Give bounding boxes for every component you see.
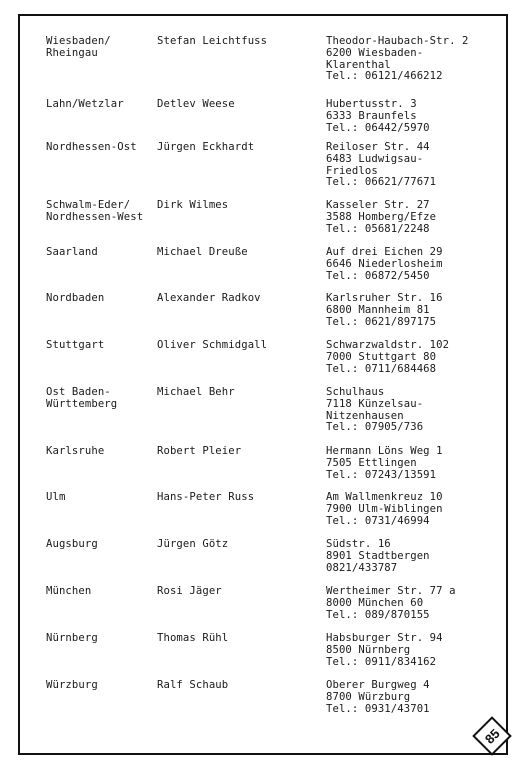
address-line: Auf drei Eichen 29 [326,246,443,258]
contact-name-text: Stefan Leichtfuss [157,35,268,47]
address-line: 6800 Mannheim 81 [326,303,430,316]
address-line: Tel.: 0931/43701 [326,702,430,715]
address-line: 8901 Stadtbergen [326,549,430,562]
region-cell [46,446,156,458]
address-line: Tel.: 06442/5970 [326,121,430,134]
region-cell [46,247,156,259]
address-line: Tel.: 06121/466212 [326,70,443,83]
address-line: 6483 Ludwigsau- [326,152,424,165]
address-line: 7900 Ulm-Wiblingen [326,502,443,515]
contact-name-text: Oliver Schmidgall [157,339,268,351]
address-cell [326,293,506,328]
address-line: Karlsruher Str. 16 [326,292,443,304]
address-line: Friedlos [326,164,378,177]
page-number: 85 [481,725,503,747]
address-cell [326,539,506,574]
address-line: Kasseler Str. 27 [326,199,430,211]
region-line: Württemberg [46,397,118,410]
region-line: Ost Baden- [46,386,111,398]
contact-name-text: Hans-Peter Russ [157,491,255,503]
contact-name-text: Jürgen Eckhardt [157,141,255,153]
region-line: Würzburg [46,679,98,691]
contact-name [157,446,325,458]
address-line: Am Wallmenkreuz 10 [326,491,443,503]
address-line: 7118 Künzelsau- [326,397,424,410]
contact-name [157,539,325,551]
region-line: Saarland [46,246,98,258]
region-line: Nordhessen-West [46,210,144,223]
address-line: Schwarzwaldstr. 102 [326,339,450,351]
page-number-badge [472,716,512,756]
contact-name [157,387,325,399]
address-cell [326,387,506,434]
address-line: Tel.: 089/870155 [326,608,430,621]
page-frame [18,14,508,755]
address-line: 6200 Wiesbaden- [326,46,424,59]
address-line: 8700 Würzburg [326,690,411,703]
contact-name-text: Dirk Wilmes [157,199,229,211]
region-cell [46,340,156,352]
address-cell [326,633,506,668]
contact-name [157,492,325,504]
region-line: Augsburg [46,538,98,550]
address-line: Tel.: 0911/834162 [326,655,437,668]
contact-name [157,340,325,352]
address-line: Hermann Löns Weg 1 [326,445,443,457]
contact-name-text: Thomas Rühl [157,632,229,644]
address-line: Wertheimer Str. 77 a [326,585,456,597]
address-line: Südstr. 16 [326,538,391,550]
address-line: 6333 Braunfels [326,109,417,122]
region-cell [46,293,156,305]
region-line: Nordbaden [46,292,105,304]
address-line: Tel.: 0731/46994 [326,514,430,527]
address-line: Theodor-Haubach-Str. 2 [326,35,469,47]
address-line: Schulhaus [326,386,385,398]
contact-name [157,586,325,598]
address-line: Tel.: 06621/77671 [326,176,437,189]
contact-name [157,633,325,645]
address-line: Tel.: 05681/2248 [326,222,430,235]
contact-name-text: Rosi Jäger [157,585,222,597]
region-cell [46,539,156,551]
address-line: Tel.: 06872/5450 [326,269,430,282]
contact-name-text: Alexander Radkov [157,292,261,304]
contact-name [157,142,325,154]
address-cell [326,36,506,83]
contact-name [157,200,325,212]
address-cell [326,680,506,715]
contact-name-text: Ralf Schaub [157,679,229,691]
address-cell [326,142,506,189]
address-cell [326,586,506,621]
address-line: Klarenthal [326,58,391,71]
address-line: Tel.: 07243/13591 [326,468,437,481]
region-cell [46,633,156,645]
address-cell [326,492,506,527]
region-line: München [46,585,92,597]
region-cell [46,387,156,411]
address-line: Nitzenhausen [326,409,404,422]
address-line: Tel.: 0621/897175 [326,315,437,328]
address-cell [326,99,506,134]
address-line: 3588 Homberg/Efze [326,210,437,223]
region-line: Nordhessen-Ost [46,141,137,153]
contact-name-text: Michael Behr [157,386,235,398]
address-line: Reiloser Str. 44 [326,141,430,153]
address-line: 8000 München 60 [326,596,424,609]
region-cell [46,586,156,598]
contact-name-text: Detlev Weese [157,98,235,110]
contact-name-text: Robert Pleier [157,445,242,457]
address-line: 0821/433787 [326,561,398,574]
region-line: Rheingau [46,46,98,59]
region-line: Stuttgart [46,339,105,351]
address-line: Hubertusstr. 3 [326,98,417,110]
region-cell [46,492,156,504]
diamond-badge-icon [472,716,512,756]
contact-name [157,247,325,259]
address-line: Tel.: 0711/684468 [326,362,437,375]
region-line: Schwalm-Eder/ [46,199,131,211]
region-line: Wiesbaden/ [46,35,111,47]
contact-name-text: Michael Dreuße [157,246,248,258]
address-cell [326,200,506,235]
address-line: 7000 Stuttgart 80 [326,350,437,363]
address-line: Oberer Burgweg 4 [326,679,430,691]
address-line: Tel.: 07905/736 [326,421,424,434]
contact-name [157,293,325,305]
address-cell [326,340,506,375]
address-line: 6646 Niederlosheim [326,257,443,270]
contact-name [157,680,325,692]
address-line: 7505 Ettlingen [326,456,417,469]
address-cell [326,446,506,481]
region-line: Ulm [46,491,66,503]
region-cell [46,99,156,111]
region-line: Lahn/Wetzlar [46,98,124,110]
region-cell [46,200,156,224]
contact-name [157,36,325,48]
address-line: Habsburger Str. 94 [326,632,443,644]
region-cell [46,36,156,60]
address-cell [326,247,506,282]
region-cell [46,680,156,692]
contact-name-text: Jürgen Götz [157,538,229,550]
address-line: 8500 Nürnberg [326,643,411,656]
region-cell [46,142,156,154]
region-line: Nürnberg [46,632,98,644]
region-line: Karlsruhe [46,445,105,457]
contact-name [157,99,325,111]
